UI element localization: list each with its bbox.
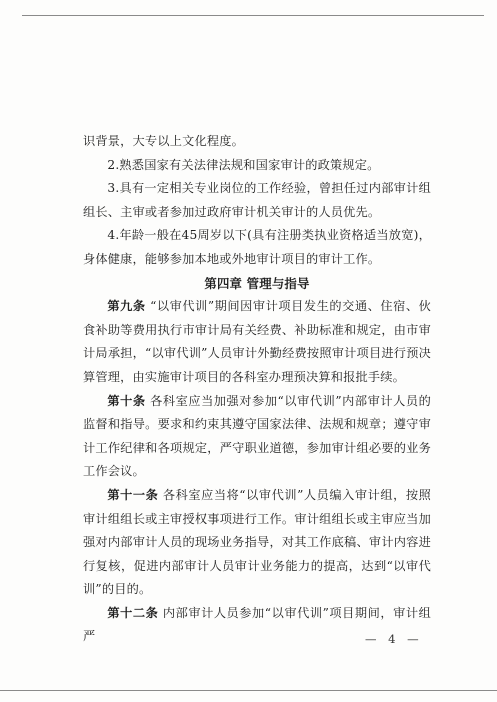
- article-12-text: 内部审计人员参加“以审代训”项目期间，审计组严: [83, 605, 431, 644]
- article-10-label: 第十条: [107, 393, 146, 408]
- top-border-line: [22, 15, 484, 16]
- article-10-text: 各科室应当加强对参加“以审代训”内部审计人员的监督和指导。要求和约束其遵守国家法律、法规和规章；遵守审计工作纪律和各项规定，严守职业道德，参加审计组必要的业务工作会议。: [83, 393, 431, 479]
- article-12-label: 第十二条: [107, 605, 159, 620]
- article-11-label: 第十一条: [107, 487, 159, 502]
- chapter-heading: 第四章 管理与指导: [204, 275, 310, 291]
- page-number: — 4 —: [365, 632, 423, 646]
- paragraph-requirement-3: 3.具有一定相关专业岗位的工作经验，曾担任过内部审计组组长、主审或者参加过政府审计机关审计的人员优先。: [83, 181, 431, 219]
- bottom-border-line: [0, 690, 497, 691]
- paragraph-requirement-4: 4.年龄一般在45周岁以下(具有注册类执业资格适当放宽)，身体健康，能够参加本地或外地审计项目的审计工作。: [83, 228, 431, 266]
- paragraph-requirement-2: 2.熟悉国家有关法律法规和国家审计的政策规定。: [107, 157, 380, 172]
- article-11-text: 各科室应当将“以审代训”人员编入审计组，按照审计组组长或主审授权事项进行工作。审计组组长或主审应当加强对内部审计人员的现场业务指导，对其工作底稿、审计内容进行复核，促进内部审计人员审计业务能力的提高，达到“以审代训”的目的。: [83, 487, 431, 597]
- paragraph-continuation: 识背景，大专以上文化程度。: [83, 134, 245, 148]
- article-10: [83, 390, 431, 484]
- article-9-text: “以审代训”期间因审计项目发生的交通、住宿、伙食补助等费用执行市审计局有关经费、补助标准和规定，由市审计局承担，“以审代训”人员审计外勤经费按照审计项目进行预决算管理，由实施审计项目的各科室办理预决算和报批手续。: [83, 299, 431, 384]
- document-body: [83, 130, 431, 649]
- article-9: [83, 295, 431, 389]
- article-9-label: 第九条: [107, 299, 146, 314]
- article-11: [83, 484, 431, 602]
